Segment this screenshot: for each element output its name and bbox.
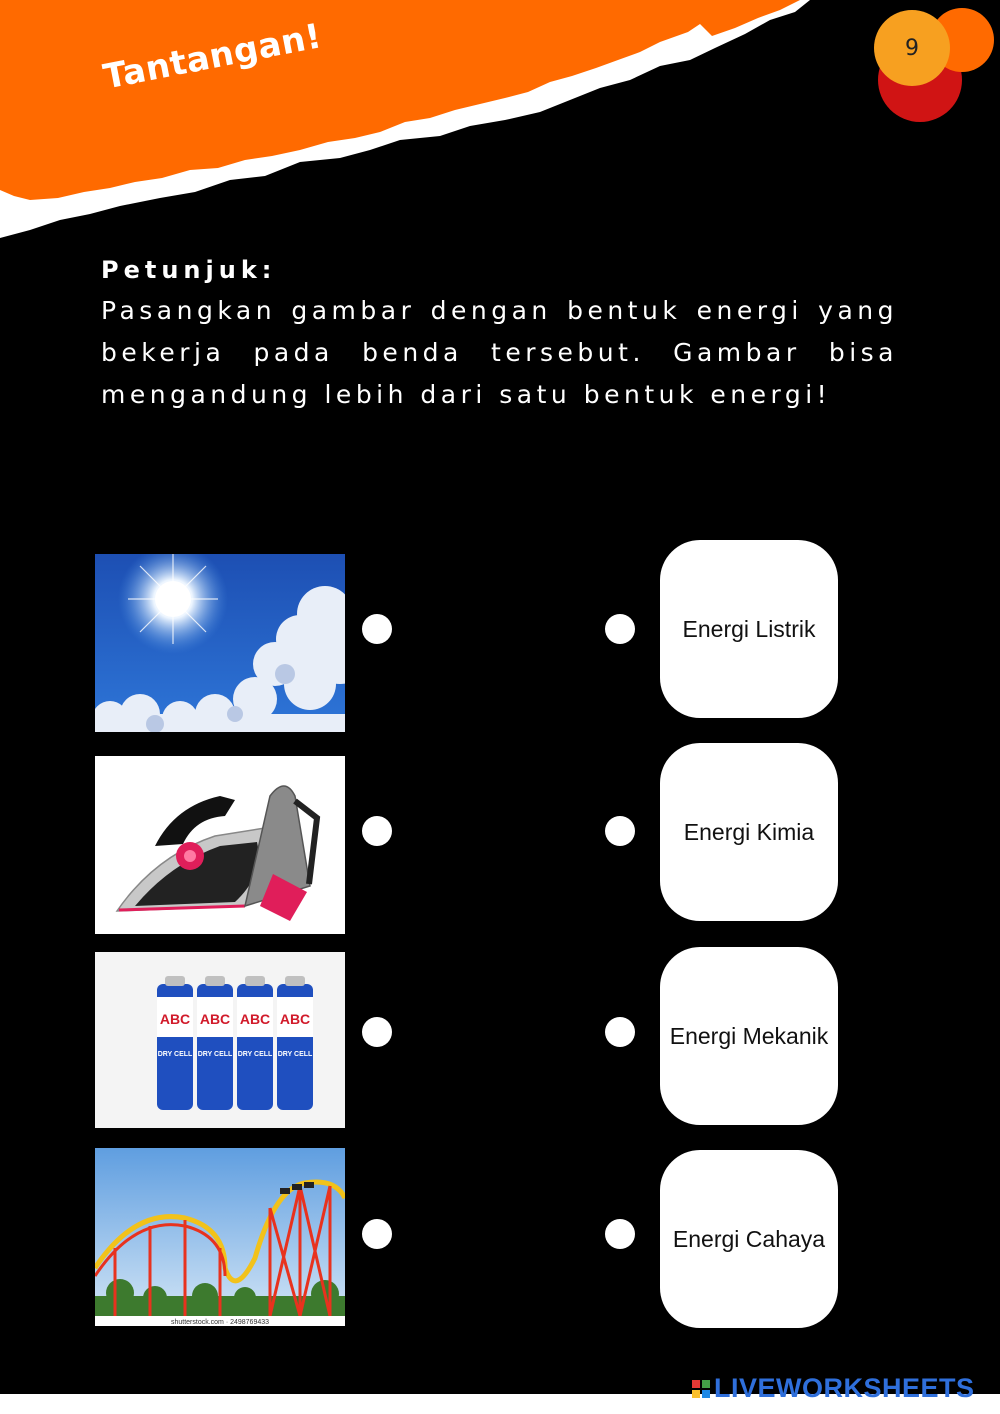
energy-option-kimia[interactable] [660, 743, 838, 921]
stock-caption: shutterstock.com · 2498769433 [170, 1319, 270, 1326]
battery-label: ABC [159, 1011, 191, 1027]
picture-dot-4[interactable] [362, 1219, 392, 1249]
energy-option-label: Energi Kimia [683, 818, 815, 845]
option-dot-2[interactable] [605, 816, 635, 846]
roller-coaster-picture [95, 1148, 345, 1326]
picture-dot-2[interactable] [362, 816, 392, 846]
option-dot-3[interactable] [605, 1017, 635, 1047]
sun-sky-picture [95, 554, 345, 732]
liveworksheets-logo-icon [692, 1380, 710, 1398]
page-number-badge [870, 6, 995, 124]
iron-picture [95, 756, 345, 934]
battery-sublabel: DRY CELL [277, 1051, 313, 1058]
watermark[interactable] [692, 1373, 975, 1404]
energy-option-label: Energi Listrik [682, 615, 816, 642]
energy-option-mekanik[interactable] [660, 947, 838, 1125]
option-dot-4[interactable] [605, 1219, 635, 1249]
battery-label: ABC [279, 1011, 311, 1027]
torn-banner [0, 0, 1000, 250]
battery-sublabel: DRY CELL [157, 1051, 193, 1058]
battery-sublabel: DRY CELL [237, 1051, 273, 1058]
batteries-picture [95, 952, 345, 1128]
picture-dot-1[interactable] [362, 614, 392, 644]
sun-sky-icon [95, 554, 345, 732]
page-number: 9 [905, 35, 919, 61]
battery-label: ABC [199, 1011, 231, 1027]
electric-iron-icon [95, 756, 345, 934]
instructions-body: Pasangkan gambar dengan bentuk energi yang bekerja pada benda tersebut. Gambar bisa mengandung lebih dari satu bentuk energi! [101, 296, 898, 409]
energy-option-label: Energi Mekanik [669, 1022, 829, 1049]
watermark-text: LIVEWORKSHEETS [714, 1373, 975, 1403]
energy-option-listrik[interactable] [660, 540, 838, 718]
instructions [101, 256, 898, 416]
instructions-heading: Petunjuk: [101, 256, 277, 284]
roller-coaster-icon [95, 1148, 345, 1326]
battery-sublabel: DRY CELL [197, 1051, 233, 1058]
battery-label: ABC [239, 1011, 271, 1027]
page-title: Tantangan! [100, 16, 326, 98]
picture-dot-3[interactable] [362, 1017, 392, 1047]
energy-option-label: Energi Cahaya [672, 1225, 826, 1252]
option-dot-1[interactable] [605, 614, 635, 644]
batteries-icon [95, 952, 345, 1128]
energy-option-cahaya[interactable] [660, 1150, 838, 1328]
